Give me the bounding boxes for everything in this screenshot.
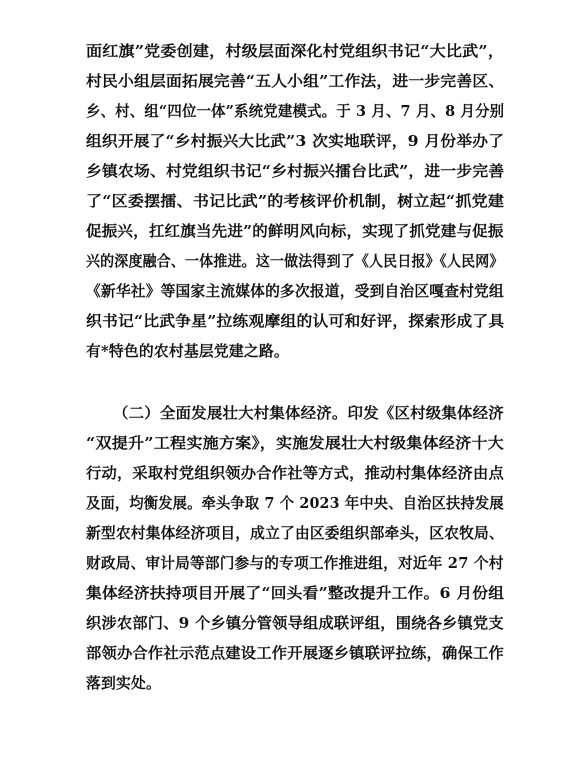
- paragraph-line: 乡镇农场、村党组织书记“乡村振兴擂台比武”，进一步完善: [86, 163, 505, 180]
- paragraph-line: 村民小组层面拓展完善“五人小组”工作法，进一步完善区、: [86, 73, 505, 90]
- paragraph-line: 及面，均衡发展。牵头争取 7 个 2023 年中央、自治区扶持发展: [86, 495, 504, 512]
- paragraph-line: 促振兴，扛红旗当先进”的鲜明风向标，实现了抓党建与促振: [86, 223, 504, 240]
- paragraph-line: 财政局、审计局等部门参与的专项工作推进组，对近年 27 个村: [86, 555, 504, 572]
- paragraph-line: 集体经济扶持项目开展了“回头看”整改提升工作。6 月份组: [86, 585, 505, 602]
- paragraph-line: 乡、村、组“四位一体”系统党建模式。于 3 月、7 月、8 月分别: [86, 103, 505, 120]
- paragraph-line: 有*特色的农村基层党建之路。: [86, 343, 289, 360]
- paragraph-line: 织书记“比武争星”拉练观摩组的认可和好评，探索形成了具: [86, 313, 505, 330]
- paragraph-line: 《新华社》等国家主流媒体的多次报道，受到自治区嘎查村党组: [86, 283, 504, 300]
- paragraph-line: 新型农村集体经济项目，成立了由区委组织部牵头，区农牧局、: [86, 525, 504, 542]
- paragraph-line: 部领办合作社示范点建设工作开展逐乡镇联评拉练，确保工作: [86, 645, 504, 662]
- section-heading-line: （二）全面发展壮大村集体经济。印发《区村级集体经济: [113, 405, 504, 422]
- paragraph-line: 行动，采取村党组织领办合作社等方式，推动村集体经济由点: [86, 465, 504, 482]
- paragraph-line: 落到实处。: [86, 675, 161, 692]
- paragraph-line: 兴的深度融合、一体推进。这一做法得到了《人民日报》《人民网》: [86, 253, 504, 270]
- paragraph-line: 了“区委摆擂、书记比武”的考核评价机制，树立起“抓党建: [86, 193, 505, 210]
- paragraph-line: “双提升”工程实施方案》，实施发展壮大村级集体经济十大: [86, 435, 504, 452]
- paragraph-line: 织涉农部门、9 个乡镇分管领导组成联评组，围绕各乡镇党支: [86, 615, 504, 632]
- paragraph-line: 组织开展了“乡村振兴大比武”3 次实地联评，9 月份举办了: [86, 133, 505, 150]
- paragraph-line: 面红旗”党委创建，村级层面深化村党组织书记“大比武”，: [86, 43, 505, 60]
